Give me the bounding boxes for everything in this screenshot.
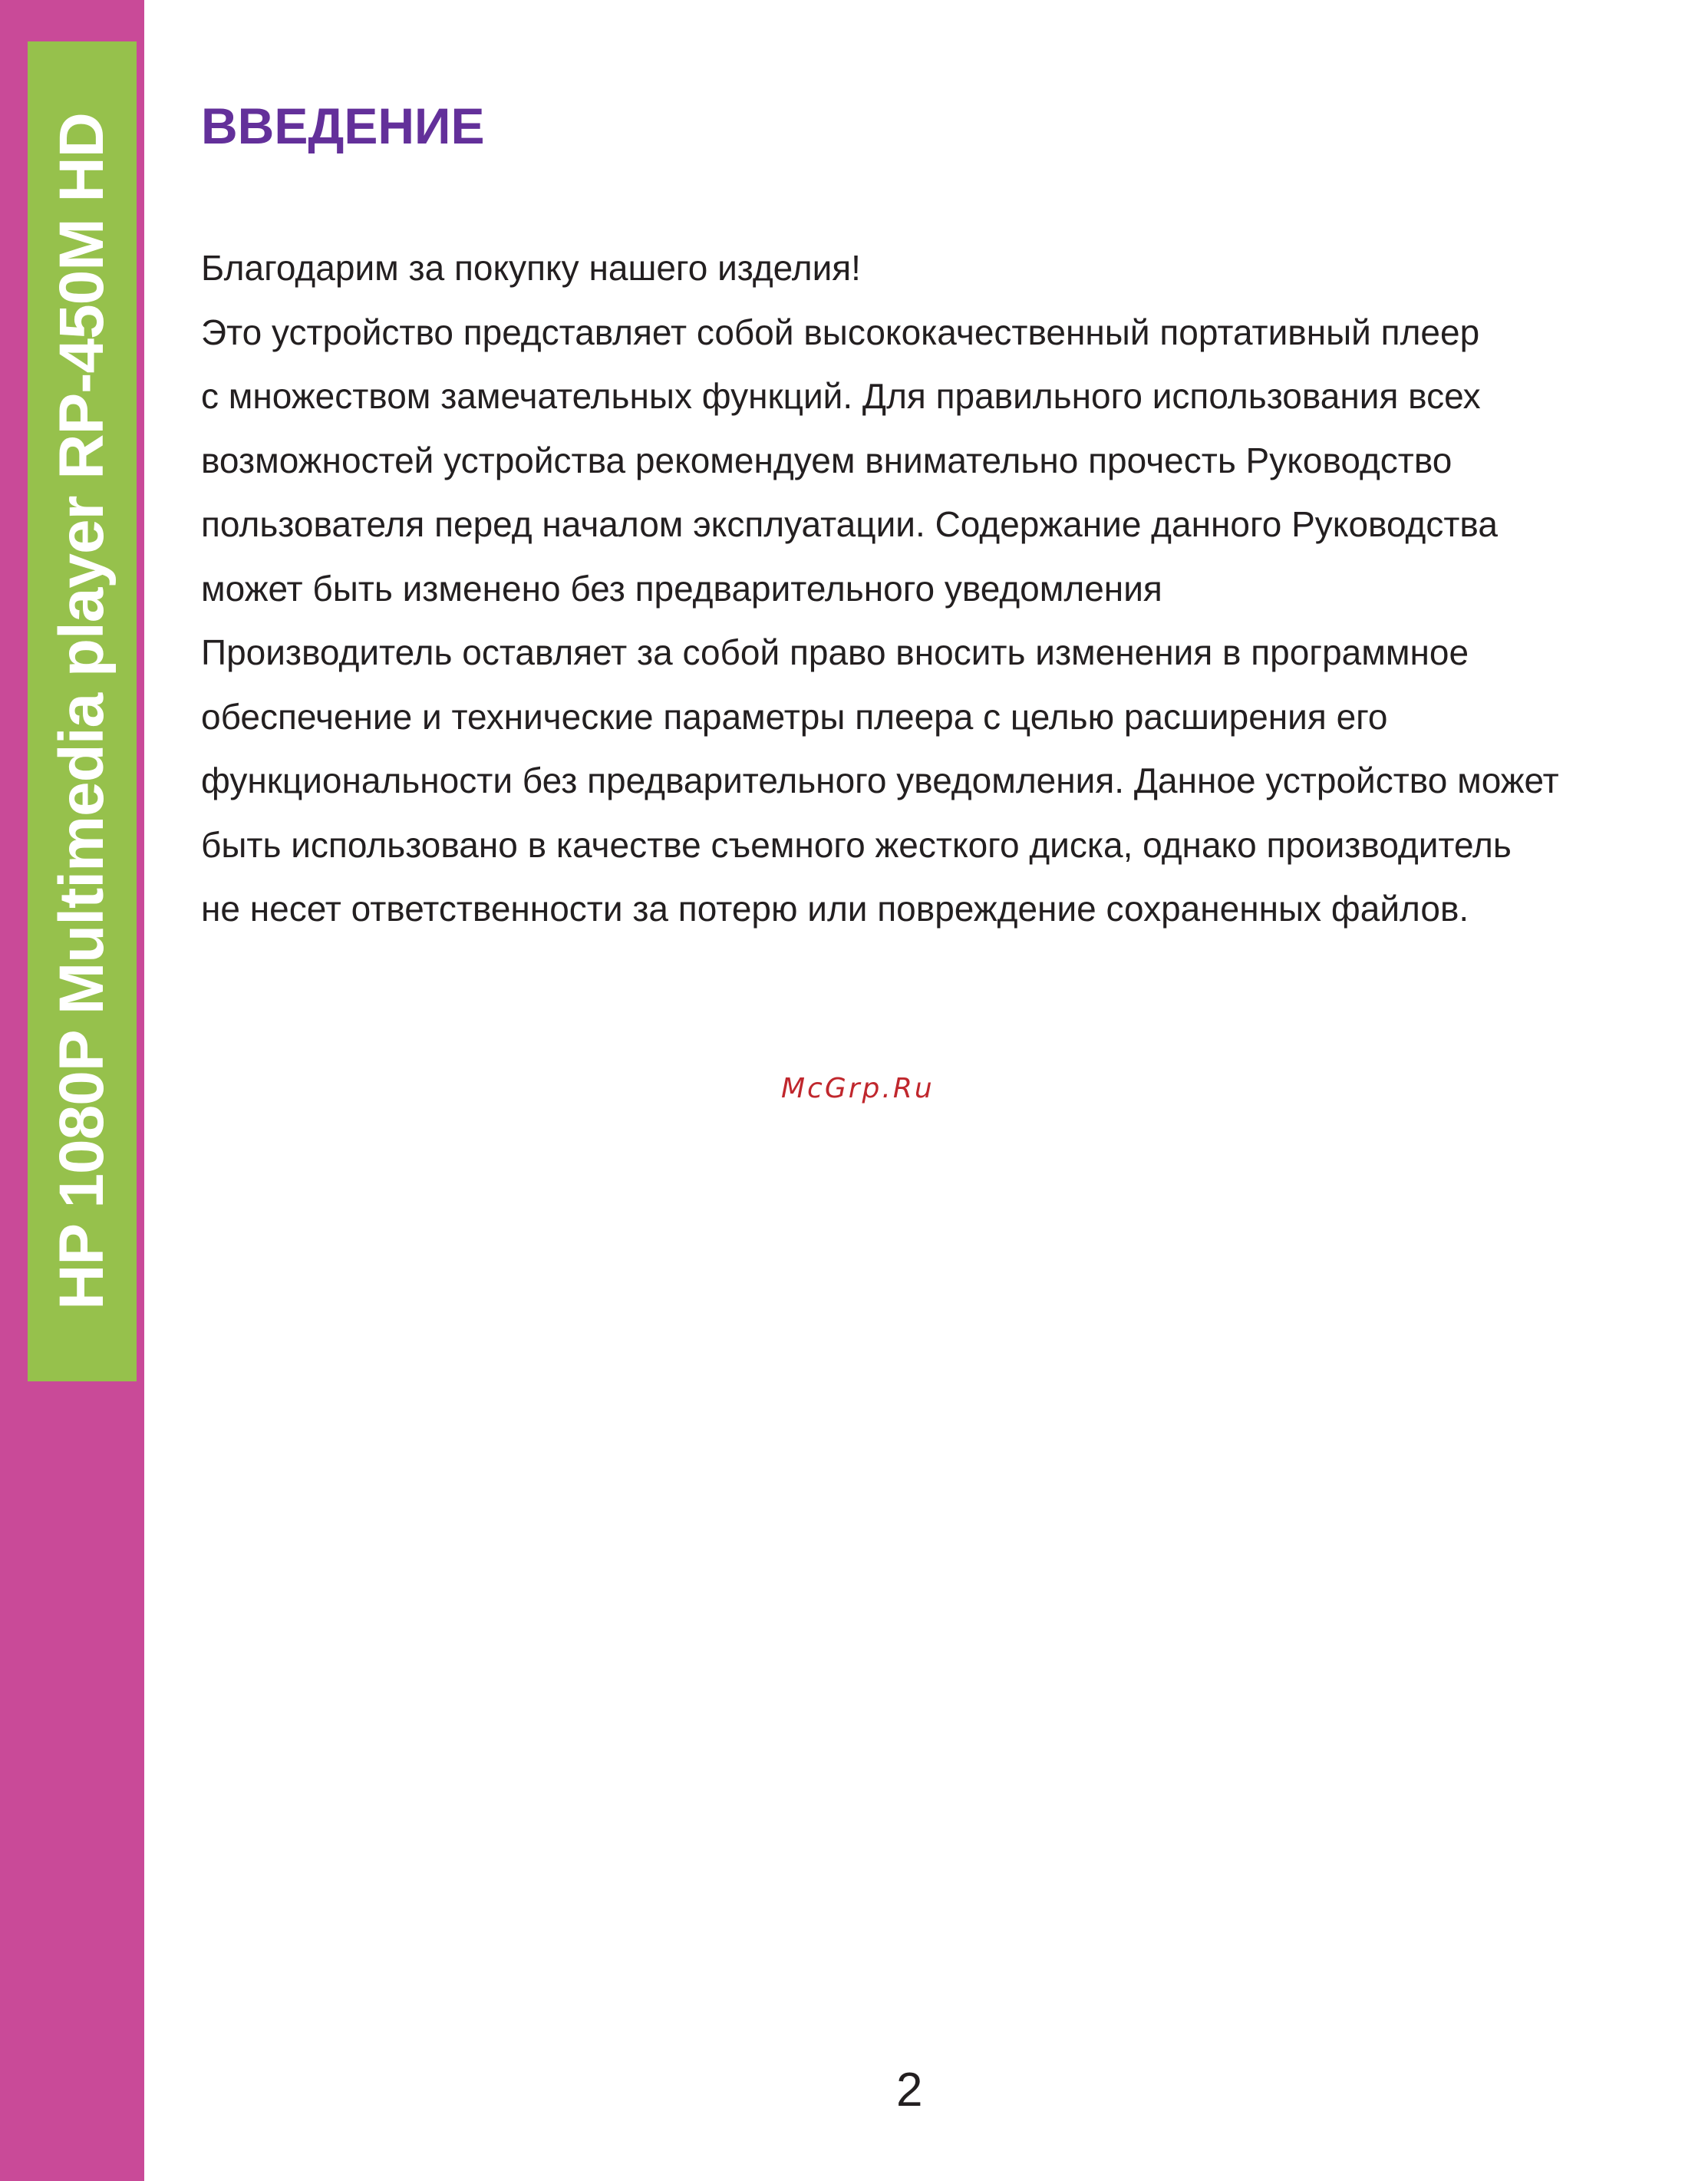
- text-line: может быть изменено без предварительного уведомления: [201, 568, 1162, 609]
- text-line: с множеством замечательных функций. Для правильного использования всех: [201, 376, 1481, 416]
- text-line: Это устройство представляет собой высококачественный портативный плеер: [201, 312, 1480, 352]
- page-number: 2: [896, 2064, 923, 2117]
- product-label-box: [28, 41, 137, 1381]
- text-line: не несет ответственности за потерю или повреждение сохраненных файлов.: [201, 889, 1469, 929]
- page-title: ВВЕДЕНИЕ: [201, 97, 485, 154]
- side-strip: [0, 0, 144, 2181]
- intro-paragraph: [201, 236, 1705, 942]
- text-line: Производитель оставляет за собой право вносить изменения в программное: [201, 632, 1469, 672]
- product-title-vertical: HP 1080P Multimedia player RP-450M HD: [47, 113, 117, 1310]
- text-line: возможностей устройства рекомендуем внимательно прочесть Руководство: [201, 440, 1452, 480]
- text-line: быть использовано в качестве съемного жесткого диска, однако производитель: [201, 824, 1512, 865]
- watermark: McGrp.Ru: [781, 1073, 935, 1104]
- text-line: функциональности без предварительного уведомления. Данное устройство может: [201, 761, 1559, 800]
- text-line: обеспечение и технические параметры плеера с целью расширения его: [201, 696, 1388, 737]
- text-line: пользователя перед началом эксплуатации. Содержание данного Руководства: [201, 504, 1498, 544]
- text-line: Благодарим за покупку нашего изделия!: [201, 248, 861, 288]
